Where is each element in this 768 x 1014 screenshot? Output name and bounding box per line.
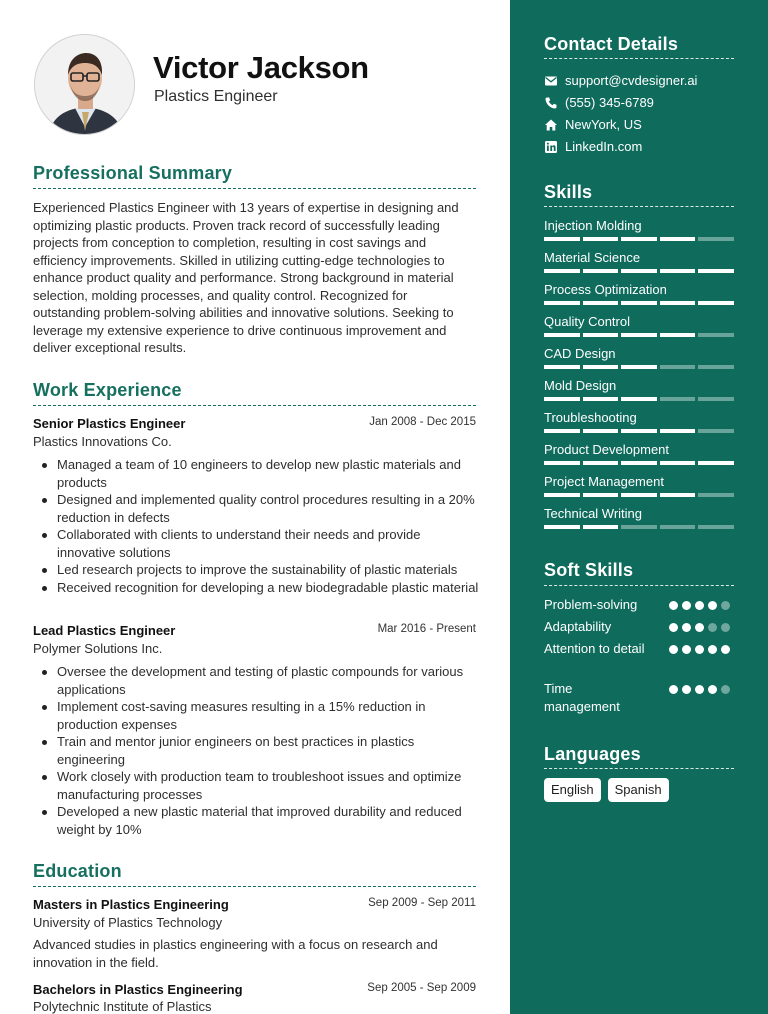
rating-dot xyxy=(708,623,717,632)
skill-level-segment xyxy=(698,269,734,273)
rating-dot xyxy=(695,623,704,632)
skill-level-segment xyxy=(698,461,734,465)
skill-level-segment xyxy=(621,461,657,465)
soft-skills-heading: Soft Skills xyxy=(544,560,634,580)
job-bullet: Led research projects to improve the sustainability of plastic materials xyxy=(57,561,482,579)
rating-dot xyxy=(682,601,691,610)
skill-level-segment xyxy=(621,397,657,401)
experience-divider xyxy=(33,405,476,406)
degree-date: Sep 2005 - Sep 2009 xyxy=(367,982,476,994)
skill-level-segment xyxy=(583,333,619,337)
skill-level-segment xyxy=(698,237,734,241)
skill-level-segment xyxy=(698,365,734,369)
rating-dot xyxy=(708,601,717,610)
soft-skill-rating xyxy=(669,645,730,654)
degree-title: Bachelors in Plastics Engineering xyxy=(33,982,243,997)
phone-icon xyxy=(544,96,558,110)
rating-dot xyxy=(682,685,691,694)
skill-level-bar xyxy=(544,525,734,529)
rating-dot xyxy=(708,685,717,694)
skill-level-segment xyxy=(544,493,580,497)
skill-level-bar xyxy=(544,493,734,497)
profile-photo-image xyxy=(35,35,135,135)
skill-item xyxy=(544,474,734,502)
skill-name: Product Development xyxy=(544,442,670,457)
contact-email-text: support@cvdesigner.ai xyxy=(565,73,698,88)
rating-dot xyxy=(721,601,730,610)
skill-level-segment xyxy=(621,333,657,337)
job-bullets xyxy=(57,663,482,838)
skill-item xyxy=(544,346,734,374)
skill-item xyxy=(544,218,734,246)
job-bullet: Train and mentor junior engineers on best practices in plastics engineering xyxy=(57,733,482,768)
skill-level-segment xyxy=(621,493,657,497)
skill-level-segment xyxy=(583,237,619,241)
skill-level-segment xyxy=(660,301,696,305)
skill-level-segment xyxy=(621,269,657,273)
candidate-name: Victor Jackson xyxy=(153,50,369,85)
skill-level-bar xyxy=(544,333,734,337)
contact-email[interactable] xyxy=(544,73,744,91)
skill-level-segment xyxy=(583,525,619,529)
soft-skill-rating xyxy=(669,601,730,610)
sidebar xyxy=(510,0,768,1014)
job-bullet: Managed a team of 10 engineers to develop new plastic materials and products xyxy=(57,456,482,491)
profile-photo xyxy=(34,34,135,135)
skill-level-segment xyxy=(583,301,619,305)
skill-level-bar xyxy=(544,397,734,401)
rating-dot xyxy=(721,685,730,694)
skill-name: Troubleshooting xyxy=(544,410,637,425)
summary-divider xyxy=(33,188,476,189)
skill-item xyxy=(544,410,734,438)
skill-level-segment xyxy=(621,525,657,529)
job-bullet: Collaborated with clients to understand their needs and provide innovative solutions xyxy=(57,526,482,561)
soft-skill-rating xyxy=(669,623,730,632)
skill-level-segment xyxy=(583,493,619,497)
rating-dot xyxy=(695,601,704,610)
contact-phone[interactable] xyxy=(544,95,744,113)
job-bullet: Implement cost-saving measures resulting in a 15% reduction in production expenses xyxy=(57,698,482,733)
skill-level-bar xyxy=(544,269,734,273)
contact-divider xyxy=(544,58,734,59)
rating-dot xyxy=(721,623,730,632)
skill-level-segment xyxy=(698,525,734,529)
rating-dot xyxy=(682,623,691,632)
degree-title: Masters in Plastics Engineering xyxy=(33,897,229,912)
skill-level-segment xyxy=(544,461,580,465)
languages-divider xyxy=(544,768,734,769)
skill-item xyxy=(544,282,734,310)
skill-item xyxy=(544,250,734,278)
skill-level-bar xyxy=(544,365,734,369)
skill-level-segment xyxy=(660,525,696,529)
skill-level-segment xyxy=(698,493,734,497)
candidate-role: Plastics Engineer xyxy=(154,88,278,105)
job-title: Lead Plastics Engineer xyxy=(33,623,176,638)
skill-name: Injection Molding xyxy=(544,218,642,233)
skill-level-segment xyxy=(544,397,580,401)
job-date: Jan 2008 - Dec 2015 xyxy=(369,416,476,428)
school-name: University of Plastics Technology xyxy=(33,915,223,930)
rating-dot xyxy=(708,645,717,654)
job-title: Senior Plastics Engineer xyxy=(33,416,186,431)
skill-level-segment xyxy=(583,397,619,401)
skill-level-segment xyxy=(621,365,657,369)
skill-item xyxy=(544,442,734,470)
rating-dot xyxy=(669,645,678,654)
skill-level-segment xyxy=(621,429,657,433)
job-company: Plastics Innovations Co. xyxy=(33,434,172,449)
language-tag: English xyxy=(544,778,601,802)
contact-location-text: NewYork, US xyxy=(565,117,642,132)
skill-level-segment xyxy=(698,301,734,305)
skill-level-segment xyxy=(698,429,734,433)
skill-level-segment xyxy=(698,397,734,401)
experience-heading: Work Experience xyxy=(33,380,182,400)
skill-level-segment xyxy=(583,429,619,433)
skill-level-segment xyxy=(660,269,696,273)
rating-dot xyxy=(695,645,704,654)
soft-skill-name: Adaptability xyxy=(544,619,612,634)
soft-skill-name: Attention to detail xyxy=(544,641,645,656)
skill-level-segment xyxy=(660,429,696,433)
rating-dot xyxy=(695,685,704,694)
skill-name: Project Management xyxy=(544,474,664,489)
job-bullet: Designed and implemented quality control procedures resulting in a 20% reduction in defects xyxy=(57,491,482,526)
job-bullet: Work closely with production team to troubleshoot issues and optimize manufacturing processes xyxy=(57,768,482,803)
skill-level-segment xyxy=(544,237,580,241)
skill-level-bar xyxy=(544,461,734,465)
skill-name: CAD Design xyxy=(544,346,616,361)
rating-dot xyxy=(682,645,691,654)
rating-dot xyxy=(669,601,678,610)
degree-date: Sep 2009 - Sep 2011 xyxy=(368,897,476,909)
soft-skills-divider xyxy=(544,585,734,586)
languages-heading: Languages xyxy=(544,744,641,764)
contact-linkedin[interactable] xyxy=(544,139,744,157)
job-bullets xyxy=(57,456,482,596)
skill-level-bar xyxy=(544,301,734,305)
skill-level-segment xyxy=(660,333,696,337)
skills-heading: Skills xyxy=(544,182,593,202)
skill-name: Technical Writing xyxy=(544,506,643,521)
skill-name: Process Optimization xyxy=(544,282,667,297)
skill-name: Mold Design xyxy=(544,378,617,393)
skill-level-segment xyxy=(621,301,657,305)
skill-name: Material Science xyxy=(544,250,641,265)
skill-level-bar xyxy=(544,429,734,433)
contact-heading: Contact Details xyxy=(544,34,679,54)
skill-level-segment xyxy=(698,333,734,337)
rating-dot xyxy=(669,623,678,632)
languages-list xyxy=(544,778,669,802)
envelope-icon xyxy=(544,74,558,88)
skill-level-segment xyxy=(544,525,580,529)
skill-level-segment xyxy=(660,365,696,369)
skill-item xyxy=(544,378,734,406)
home-icon xyxy=(544,118,558,132)
job-bullet: Developed a new plastic material that improved durability and reduced weight by 10% xyxy=(57,803,482,838)
skill-level-segment xyxy=(660,461,696,465)
rating-dot xyxy=(669,685,678,694)
skill-level-segment xyxy=(583,461,619,465)
skill-level-segment xyxy=(660,397,696,401)
contact-location xyxy=(544,117,744,135)
soft-skill-name: Time management xyxy=(544,681,620,714)
job-bullet: Oversee the development and testing of plastic compounds for various applications xyxy=(57,663,482,698)
skill-level-segment xyxy=(544,333,580,337)
education-heading: Education xyxy=(33,861,122,881)
skill-item xyxy=(544,506,734,534)
summary-heading: Professional Summary xyxy=(33,163,233,183)
linkedin-icon xyxy=(544,140,558,154)
skill-level-segment xyxy=(583,269,619,273)
soft-skill-name: Problem-solving xyxy=(544,597,638,612)
contact-phone-text: (555) 345-6789 xyxy=(565,95,654,110)
skill-level-segment xyxy=(621,237,657,241)
skill-level-segment xyxy=(660,237,696,241)
job-company: Polymer Solutions Inc. xyxy=(33,641,163,656)
skill-level-segment xyxy=(544,301,580,305)
language-tag: Spanish xyxy=(608,778,669,802)
job-date: Mar 2016 - Present xyxy=(377,623,476,635)
skill-level-segment xyxy=(544,269,580,273)
job-bullet: Received recognition for developing a new biodegradable plastic material xyxy=(57,579,482,597)
skill-level-segment xyxy=(583,365,619,369)
rating-dot xyxy=(721,645,730,654)
education-divider xyxy=(33,886,476,887)
skill-name: Quality Control xyxy=(544,314,630,329)
skills-divider xyxy=(544,206,734,207)
soft-skill-rating xyxy=(669,685,730,694)
degree-description: Advanced studies in plastics engineering with a focus on research and innovation in the field. xyxy=(33,937,438,970)
skill-level-segment xyxy=(544,365,580,369)
skill-level-segment xyxy=(660,493,696,497)
school-name: Polytechnic Institute of Plastics xyxy=(33,999,212,1014)
skill-item xyxy=(544,314,734,342)
contact-linkedin-text: LinkedIn.com xyxy=(565,139,643,154)
skill-level-segment xyxy=(544,429,580,433)
skill-level-bar xyxy=(544,237,734,241)
summary-text: Experienced Plastics Engineer with 13 years of expertise in designing and optimizing plastic products. Proven track record of successfully leading projects from conception to completion, resulting in cost savings and efficiency improvements. Skilled in utilizing cutting-edge technologies to enhance product quality and performance. Strong background in material selection, molding processes, and quality control. Recognized for outstanding problem-solving abilities and innovative solutions. Seeking to leverage my extensive experience to drive continuous improvement and deliver exceptional results. xyxy=(33,200,459,355)
